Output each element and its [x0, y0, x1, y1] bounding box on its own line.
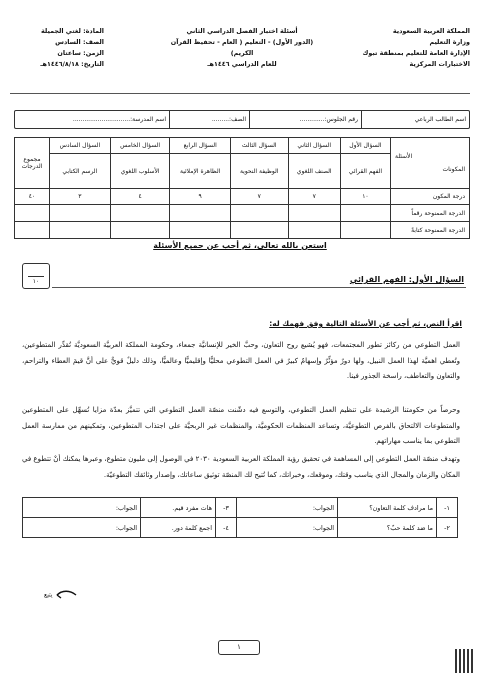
- continue-indicator: [44, 589, 78, 601]
- grades-score-5: ٤: [110, 189, 170, 205]
- grades-row-score-label: درجة المكون: [391, 189, 470, 205]
- grade-word-3[interactable]: [230, 222, 288, 239]
- header-duration: الزمن: ساعتان: [57, 49, 104, 57]
- answer-field[interactable]: [237, 518, 338, 538]
- question-number: ٣-: [216, 498, 237, 518]
- grades-question-1: السؤال الأول: [340, 138, 390, 154]
- grades-row-words-label: الدرجة الممنوحة كتابةً: [391, 222, 470, 239]
- grade-num-4[interactable]: [170, 205, 230, 222]
- header-subject: المادة: لغتي الجميلة: [41, 27, 104, 35]
- exam-header: [14, 26, 470, 84]
- grades-question-2: السؤال الثاني: [288, 138, 340, 154]
- passage-paragraph-3: وتهدف منصّة العمل التطوعي إلى المساهمة في تحقيق رؤية المملكة العربية السعودية ٢٠٣٠ في الوصول إلى مليون متطوع، وعبرها يمكنك أنْ تتطوع في المكان والزمان والمجال الذي يناسب وقتك، وموقعك، وخبراتك، كما تُتيح لك المنصّة توثيق ساعاتك، وإصدار وثائقك التطوعيّة.: [22, 455, 460, 479]
- class-field[interactable]: الصف:.........: [169, 111, 249, 128]
- answer-field[interactable]: [23, 518, 141, 538]
- answer-label: الجواب:: [115, 523, 137, 532]
- header-country: المملكة العربية السعودية: [392, 27, 470, 35]
- grades-component-5: الأسلوب اللغوي: [110, 154, 170, 189]
- grade-word-total[interactable]: [15, 222, 50, 239]
- grades-component-4: الظاهرة الإملائية: [170, 154, 230, 189]
- header-left: [14, 26, 104, 70]
- student-name-field[interactable]: اسم الطالب الرباعي: [361, 111, 469, 128]
- header-right: [362, 26, 470, 70]
- grades-component-3: الوظيفة النحوية: [230, 154, 288, 189]
- header-center: [164, 26, 320, 70]
- page-number: ١: [218, 640, 260, 655]
- header-date: التاريخ: ١٤٤٦/٨/١٨هـ: [40, 60, 104, 68]
- main-instruction-title: استعن بالله تعالى، ثم أجب عن جميع الأسئلة: [153, 241, 327, 250]
- grade-num-2[interactable]: [288, 205, 340, 222]
- question-text: ما مرادف كلمة التعاون؟: [338, 498, 437, 518]
- passage-paragraph-2: وحرصاً من حكومتنا الرشيدة على تنظيم العمل التطوعي، والتوسع فيه دشّنت منصّة العمل التطوعي التي تتميَّز بعدّة مزايا تُسهِّل على المتطوعين والمتطوعات الالتحاق بالفرص التطوعيَّة، وتساعد المنظمات الحكوميَّة، والمنظمات غير الربحيَّة على اجتذاب المتطوعين، وتمكينهم من ممارسة العمل التطوعي بما يناسب مهاراتهم.: [22, 406, 460, 445]
- grades-score-2: ٧: [288, 189, 340, 205]
- header-directorate: الإدارة العامة للتعليم بمنطقة تبوك: [362, 49, 470, 57]
- question1-heading: السؤال الأول: الفهم القرائي: [349, 275, 464, 284]
- grades-score-4: ٩: [170, 189, 230, 205]
- student-info-bar: [14, 110, 470, 129]
- grade-num-3[interactable]: [230, 205, 288, 222]
- question-text: ما ضد كلمة حبّ؟: [338, 518, 437, 538]
- continue-label: يتبع: [44, 591, 53, 599]
- grade-word-2[interactable]: [288, 222, 340, 239]
- header-divider: [10, 93, 470, 94]
- grade-num-5[interactable]: [110, 205, 170, 222]
- grades-corner-questions: الأسئلة: [395, 153, 413, 160]
- seat-number-field[interactable]: رقم الجلوس:.............: [249, 111, 361, 128]
- grades-total-score: ٤٠: [15, 189, 50, 205]
- grade-num-1[interactable]: [340, 205, 390, 222]
- answer-label: الجواب:: [115, 503, 137, 512]
- grades-component-1: الفهم القرائي: [340, 154, 390, 189]
- header-year: للعام الدراسي ١٤٤٦هـ: [207, 60, 277, 68]
- question1-score: ١٠: [32, 278, 40, 285]
- grades-component-2: الصنف اللغوي: [288, 154, 340, 189]
- question1-score-box: [22, 263, 50, 289]
- header-exam-title: أسئلة اختبار الفصل الدراسي الثاني: [186, 27, 298, 35]
- grades-score-1: ١٠: [340, 189, 390, 205]
- grades-question-6: السؤال السادس: [50, 138, 111, 154]
- grade-word-6[interactable]: [50, 222, 111, 239]
- section-divider: [52, 287, 466, 288]
- grades-question-5: السؤال الخامس: [110, 138, 170, 154]
- passage-paragraph-1: العمل التطوعي من ركائز تطور المجتمعات، فهو يُشيع روح التعاون، وحبَّ الخير للإنسانيَّة جمعاء، وحكومة المملكة العربيَّة السعوديَّة تُقدِّر المتطوعين، وتُعطي اهميَّة لهذا العمل النبيل، ولها دورٌ مؤثِّرٌ وإسهامٌ كبيرٌ في العمل التطوعي محليًّا وإقليميًّا وعالميًّا، وذلك دليلٌ قويٌّ على أنَّ قيمَ العطاء والتراحم، والتعاون والتعاطف، راسخة الجذور فينا.: [22, 341, 460, 380]
- question-text: اجمع كلمة دور.: [141, 518, 216, 538]
- header-grade: الصف: السادس: [55, 38, 104, 46]
- grades-row-numbers-label: الدرجة الممنوحة رقماً: [391, 205, 470, 222]
- grades-score-6: ٣: [50, 189, 111, 205]
- qr-code-icon: [455, 649, 475, 673]
- question-text: هات مفرد قيم.: [141, 498, 216, 518]
- answer-label: الجواب:: [312, 523, 334, 532]
- grades-total-header: مجموع الدرجات: [15, 138, 50, 189]
- grades-question-4: السؤال الرابع: [170, 138, 230, 154]
- header-exams: الاختبارات المركزية: [409, 60, 470, 68]
- grade-num-6[interactable]: [50, 205, 111, 222]
- grades-corner-cell: [391, 138, 470, 189]
- header-exam-round: (الدور الأول) - التعليم ( العام - تحفيظ القرآن الكريم): [170, 38, 314, 57]
- score-box-divider: [28, 276, 44, 277]
- question-number: ٤-: [216, 518, 237, 538]
- grade-word-1[interactable]: [340, 222, 390, 239]
- grade-word-5[interactable]: [110, 222, 170, 239]
- question1-items-table: [22, 497, 458, 538]
- arrow-left-icon: [54, 589, 78, 601]
- question-number: ٢-: [437, 518, 458, 538]
- grades-corner-components: المكونات: [442, 166, 465, 173]
- grades-component-6: الرسم الكتابي: [50, 154, 111, 189]
- question-row: [23, 518, 458, 538]
- question-row: [23, 498, 458, 518]
- grade-num-total[interactable]: [15, 205, 50, 222]
- grades-question-3: السؤال الثالث: [230, 138, 288, 154]
- grades-score-3: ٧: [230, 189, 288, 205]
- header-ministry: وزارة التعليم: [429, 38, 470, 46]
- grade-word-4[interactable]: [170, 222, 230, 239]
- answer-field[interactable]: [237, 498, 338, 518]
- question1-instruction: اقرأ النص، ثم أجب عن الأسئلة التالية وفق فهمك له:: [269, 319, 462, 328]
- answer-label: الجواب:: [312, 503, 334, 512]
- school-name-field[interactable]: اسم المدرسة:..............................: [72, 116, 166, 123]
- answer-field[interactable]: [23, 498, 141, 518]
- grades-table: [14, 137, 470, 239]
- question-number: ١-: [437, 498, 458, 518]
